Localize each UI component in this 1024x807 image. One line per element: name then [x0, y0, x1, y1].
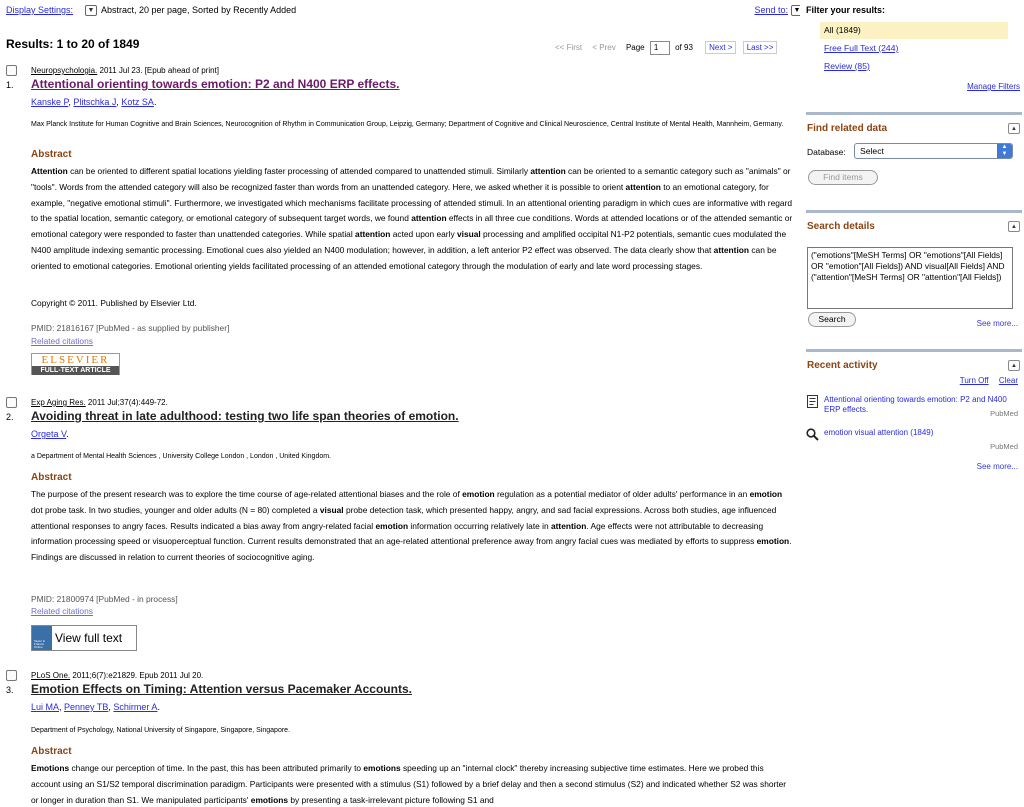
collapse-icon[interactable]: ▲	[1008, 221, 1020, 232]
first-page-button[interactable]: << First	[555, 43, 583, 53]
result-title-link[interactable]: Avoiding threat in late adulthood: testing two life span theories of emotion.	[31, 409, 459, 423]
abstract-heading: Abstract	[31, 472, 72, 483]
recent-item-link[interactable]: Attentional orienting towards emotion: P2 and N400 ERP effects.	[824, 395, 1007, 414]
search-icon	[806, 428, 819, 441]
journal-link[interactable]: PLoS One.	[31, 671, 71, 680]
prev-page-button[interactable]: < Prev	[592, 43, 616, 53]
author-link[interactable]: Kotz SA	[121, 97, 154, 107]
abstract-segment: . Findings are discussed in relation to current theories of sociocognitive aging.	[31, 536, 792, 563]
abstract-segment: probe detection task, which presented happy, angry, and sad facial expressions. Across both studies, age influenced attentional responses to angry faces. Results indicated a bias away from angry-related facial	[31, 504, 777, 531]
document-icon	[807, 395, 818, 408]
fulltext-label: FULL-TEXT ARTICLE	[32, 366, 119, 375]
highlighted-term: attention	[550, 520, 587, 531]
view-full-text-label: View full text	[55, 631, 123, 645]
taylor-francis-logo: Taylor & Francis Online	[32, 626, 52, 650]
database-label: Database:	[807, 147, 846, 157]
highlighted-term: emotion	[462, 489, 495, 499]
manage-filters-link[interactable]: Manage Filters	[967, 82, 1020, 91]
abstract-heading: Abstract	[31, 149, 72, 160]
highlighted-term: attention	[713, 244, 750, 255]
author-link[interactable]: Lui MA	[31, 702, 60, 712]
abstract-segment: The purpose of the present research was to explore the time course of age-related attentional biases and the role of	[31, 489, 463, 499]
find-related-title: Find related data	[807, 123, 888, 134]
highlighted-term: emotion	[375, 520, 409, 531]
abstract-text	[31, 761, 795, 807]
result-title-link[interactable]: Emotion Effects on Timing: Attention versus Pacemaker Accounts.	[31, 682, 412, 696]
abstract-segment: can be oriented to emotional categories. Emotional orienting yields facilitated processing of an attended emotional category through the modulation of early and late word processing stages.	[31, 244, 777, 271]
display-bar	[6, 5, 798, 19]
author-list: Kanske P, Plitschka J, Kotz SA.	[31, 97, 157, 107]
recent-item-link[interactable]: emotion visual attention (1849)	[824, 428, 934, 437]
chevron-down-icon[interactable]: ▼	[85, 5, 97, 16]
abstract-segment: dot probe task. In two studies, younger and older adults (N = 80) completed a	[31, 504, 320, 515]
search-details-title: Search details	[807, 221, 875, 232]
abstract-segment: information occurring relatively late in	[408, 520, 551, 531]
author-link[interactable]: Plitschka J	[73, 97, 117, 107]
highlighted-term: attention	[355, 229, 391, 240]
pmid-text: PMID: 21800974 [PubMed - in process]	[31, 594, 178, 604]
recent-activity-title: Recent activity	[807, 360, 878, 371]
abstract-segment: change our perception of time. In the past, this has been attributed primarily to	[69, 763, 364, 773]
highlighted-term: visual	[319, 504, 344, 515]
highlighted-term: Attention	[31, 166, 68, 176]
highlighted-term: emotion	[756, 536, 790, 547]
result-title-link[interactable]: Attentional orienting towards emotion: P2 and N400 ERP effects.	[31, 77, 400, 91]
send-to-link[interactable]: Send to:	[754, 5, 788, 15]
collapse-icon[interactable]: ▲	[1008, 123, 1020, 134]
abstract-segment: to an emotional category, for example, "negative emotional stimuli". Furthermore, we investigated which mechanisms facilitate processing of attended stimuli. In an attentional orienting paradigm in which cues are informative with regard to the spatial location, semantic category, or emotional category of subsequent target words, we found	[31, 181, 793, 224]
page-total: of 93	[675, 43, 693, 53]
search-details-panel	[806, 210, 1022, 335]
highlighted-term: attention	[625, 181, 661, 192]
select-checkbox[interactable]	[6, 65, 17, 76]
author-list: Lui MA, Penney TB, Schirmer A.	[31, 702, 160, 712]
abstract-segment: speeding up an "internal clock" thereby increasing subjective time estimates. Here we probed this account using an S1/S2 temporal discrimination paradigm. Participants were presented with a stimulus (S1) followed by a brief delay and then a second stimulus (S2) and indicated whether S2 was shorter or longer in duration than S1. We manipulated participants'	[31, 763, 787, 805]
abstract-segment: acted upon early	[390, 229, 457, 240]
select-checkbox[interactable]	[6, 397, 17, 408]
abstract-heading: Abstract	[31, 746, 72, 757]
filter-free-full-text[interactable]: Free Full Text (244)	[824, 43, 899, 53]
send-to-chevron-icon[interactable]: ▼	[791, 5, 800, 16]
journal-link[interactable]: Exp Aging Res.	[31, 398, 86, 407]
result-number: 2.	[6, 412, 14, 422]
result-source	[31, 398, 168, 407]
abstract-segment: effects in all three cue conditions. Words at attended locations or of the attended semantic or emotional category were responded to faster than unattended categories. While spatial	[31, 213, 793, 240]
highlighted-term: attention	[530, 166, 566, 176]
abstract-segment: processing and amplified occipital N1-P2 potentials, semantic cues modulated the N400 amplitude indexing semantic processing. Emotional cues also yielded an N400 modulation; however, in addition, a left anterior P2 effect was observed. The data clearly show that	[31, 229, 787, 255]
author-link[interactable]: Kanske P	[31, 97, 69, 107]
abstract-text	[31, 164, 795, 275]
related-citations-link[interactable]: Related citations	[31, 336, 93, 346]
pmid-text: PMID: 21816167 [PubMed - as supplied by publisher]	[31, 323, 230, 333]
result-item	[0, 397, 800, 657]
sidebar	[806, 0, 1024, 807]
recent-activity-controls	[952, 376, 1018, 385]
abstract-text	[31, 487, 795, 566]
results-count-title: Results: 1 to 20 of 1849	[6, 37, 140, 51]
next-page-button[interactable]: Next >	[705, 41, 736, 54]
highlighted-term: emotions	[250, 794, 289, 805]
author-list: Orgeta V.	[31, 429, 69, 439]
affiliation: Department of Psychology, National University of Singapore, Singapore, Singapore.	[31, 727, 291, 734]
filter-all[interactable]: All (1849)	[820, 22, 1008, 39]
author-link[interactable]: Penney TB	[64, 702, 109, 712]
result-item	[0, 670, 800, 807]
abstract-segment: by presenting a task-irrelevant picture following S1 and	[288, 794, 494, 805]
turn-off-link[interactable]: Turn Off	[959, 376, 989, 385]
database-select[interactable]	[854, 143, 1013, 159]
view-full-text-button[interactable]	[31, 625, 137, 651]
collapse-icon[interactable]: ▲	[1008, 360, 1020, 371]
journal-link[interactable]: Neuropsychologia.	[31, 66, 98, 75]
select-checkbox[interactable]	[6, 670, 17, 681]
abstract-segment: regulation as a potential mediator of older adults' performance in an	[494, 489, 750, 499]
database-selected-value: Select	[860, 146, 884, 156]
citation-info: 2011 Jul;37(4):449-72.	[85, 398, 168, 407]
display-settings-link[interactable]: Display Settings:	[6, 5, 74, 15]
affiliation: a Department of Mental Health Sciences , University College London , London , United Kingdom.	[31, 453, 332, 460]
filter-title: Filter your results:	[806, 5, 886, 15]
recent-activity-see-more[interactable]: See more...	[976, 462, 1018, 471]
last-page-button[interactable]: Last >>	[743, 41, 778, 54]
recent-item-source: PubMed	[990, 409, 1018, 418]
related-citations-link[interactable]: Related citations	[31, 606, 93, 616]
affiliation: Max Planck Institute for Human Cognitive and Brain Sciences, Neurocognition of Rhythm in Communication Group, Leipzig, Germany; Department of Cognitive and Clinical Neuroscience, Central Institute of Mental Health, Mannheim, Germany.	[31, 121, 784, 128]
highlighted-term: emotion	[749, 489, 783, 499]
copyright-text: Copyright © 2011. Published by Elsevier Ltd.	[31, 298, 197, 308]
search-button[interactable]: Search	[808, 312, 856, 327]
highlighted-term: Emotions	[31, 763, 70, 773]
page-number-input[interactable]: 1	[650, 41, 670, 55]
abstract-segment: can be oriented to a semantic category such as "animals" or "tools". Words from the attended category will also be recognized faster than words from an unattended category. Here, we asked whether it is possible to orient	[31, 166, 791, 192]
display-summary: Abstract, 20 per page, Sorted by Recently Added	[101, 5, 297, 15]
find-items-button[interactable]: Find items	[808, 170, 878, 185]
highlighted-term: visual	[456, 229, 481, 240]
result-source	[31, 671, 203, 680]
abstract-segment: . Age effects were not attributable to decreasing information processing speed or visuoperceptual function. Current results demonstrated that an age-related attentional preference away from angry facial cues was mediated by efforts to suppress	[31, 520, 764, 547]
recent-item-source: PubMed	[990, 442, 1018, 451]
recent-activity-panel	[806, 349, 1022, 479]
search-details-see-more[interactable]: See more...	[976, 319, 1018, 328]
result-number: 1.	[6, 80, 14, 90]
result-item	[0, 65, 800, 390]
result-source	[31, 66, 219, 75]
author-link[interactable]: Schirmer A	[113, 702, 158, 712]
citation-info: 2011 Jul 23. [Epub ahead of print]	[97, 66, 219, 75]
clear-link[interactable]: Clear	[998, 376, 1018, 385]
filter-review[interactable]: Review (85)	[824, 61, 870, 71]
elsevier-fulltext-button[interactable]	[31, 353, 120, 375]
page-label: Page	[625, 43, 645, 53]
search-query-textarea[interactable]: ("emotions"[MeSH Terms] OR "emotions"[All Fields] OR "emotion"[All Fields]) AND visual[All Fields] AND ("attention"[MeSH Terms] OR "attention"[All Fields])	[807, 247, 1013, 309]
highlighted-term: emotions	[363, 763, 401, 773]
highlighted-term: attention	[411, 213, 447, 224]
find-related-data-panel	[806, 112, 1022, 197]
citation-info: 2011;6(7):e21829. Epub 2011 Jul 20.	[70, 671, 204, 680]
select-arrows-icon: ▲ ▼	[997, 144, 1012, 158]
pager	[555, 41, 785, 55]
abstract-segment: can be oriented to different spatial locations yielding faster processing of attended compared to unattended stimuli. Similarly	[67, 166, 531, 176]
author-link[interactable]: Orgeta V	[31, 429, 67, 439]
result-number: 3.	[6, 685, 14, 695]
elsevier-logo: ELSEVIER	[32, 354, 119, 366]
